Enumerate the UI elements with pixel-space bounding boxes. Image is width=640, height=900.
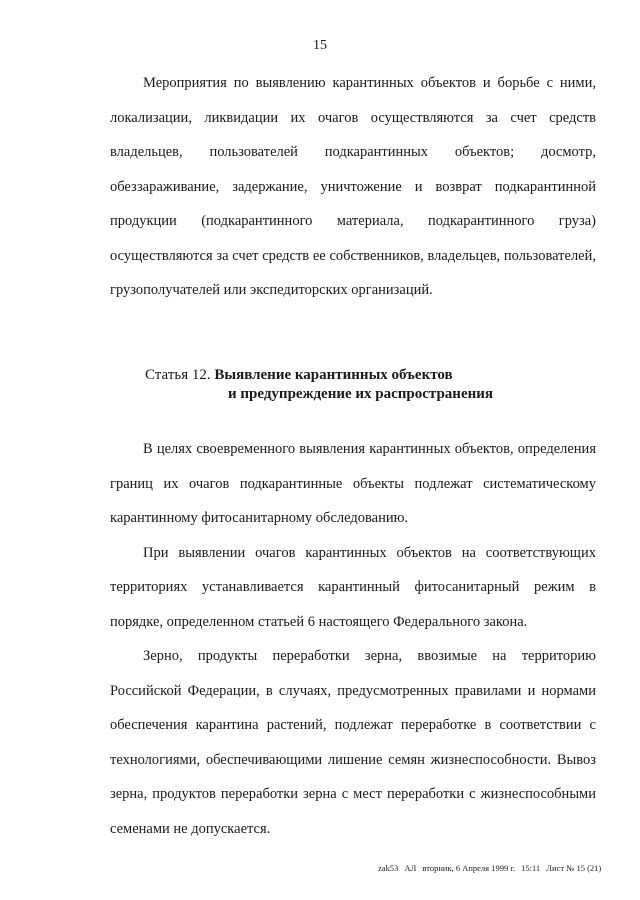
paragraph: При выявлении очагов карантинных объектов на соответствующих территориях устанавливается карантинный фитосанитарный режим в порядке, определенном статьей 6 настоящего Федерального закона. (110, 544, 596, 630)
footer-doc-id: zak53 (378, 863, 399, 873)
paragraph: Зерно, продукты переработки зерна, ввозимые на территорию Российской Федерации, в случаях, предусмотренных правилами и нормами обеспечения карантина растений, подлежат переработке в соответствии с технологиями, обеспечивающими лишение семян жизнеспособности. Вывоз зерна, продуктов переработки зерна с мест переработки с жизнеспособными семенами не допускается. (110, 648, 596, 837)
article-heading (145, 366, 585, 404)
footer-operator: АЛ (404, 863, 417, 873)
footer-sheet: Лист № 15 (21) (546, 863, 602, 873)
footer-time: 15:11 (521, 863, 541, 873)
article-heading-line2 (145, 385, 585, 404)
footer-date: вторник, 6 Апреля 1999 г. (422, 863, 515, 873)
article-heading-line1 (145, 366, 585, 385)
body-text-top (110, 66, 596, 308)
body-text-bottom (110, 432, 596, 846)
article-title-line1: Выявление карантинных объектов (214, 367, 453, 383)
paragraph: В целях своевременного выявления карантинных объектов, определения границ их очагов подкарантинные объекты подлежат систематическому карантинному фитосанитарному обследованию. (110, 441, 596, 526)
article-title-line2: и предупреждение их распространения (228, 386, 494, 402)
print-footer (378, 863, 605, 873)
page-number: 15 (313, 38, 327, 53)
article-label: Статья 12. (145, 367, 211, 383)
paragraph: Мероприятия по выявлению карантинных объектов и борьбе с ними, локализации, ликвидации их очагов осуществляются за счет средств владельцев, пользователей подкарантинных объектов; досмотр, обеззараживание, задержание, уничтожение и возврат подкарантинной продукции (подкарантинного материала, подкарантинного груза) осуществляются за счет средств ее собственников, владельцев, пользователей, грузополучателей или экспедиторских организаций. (110, 75, 596, 298)
